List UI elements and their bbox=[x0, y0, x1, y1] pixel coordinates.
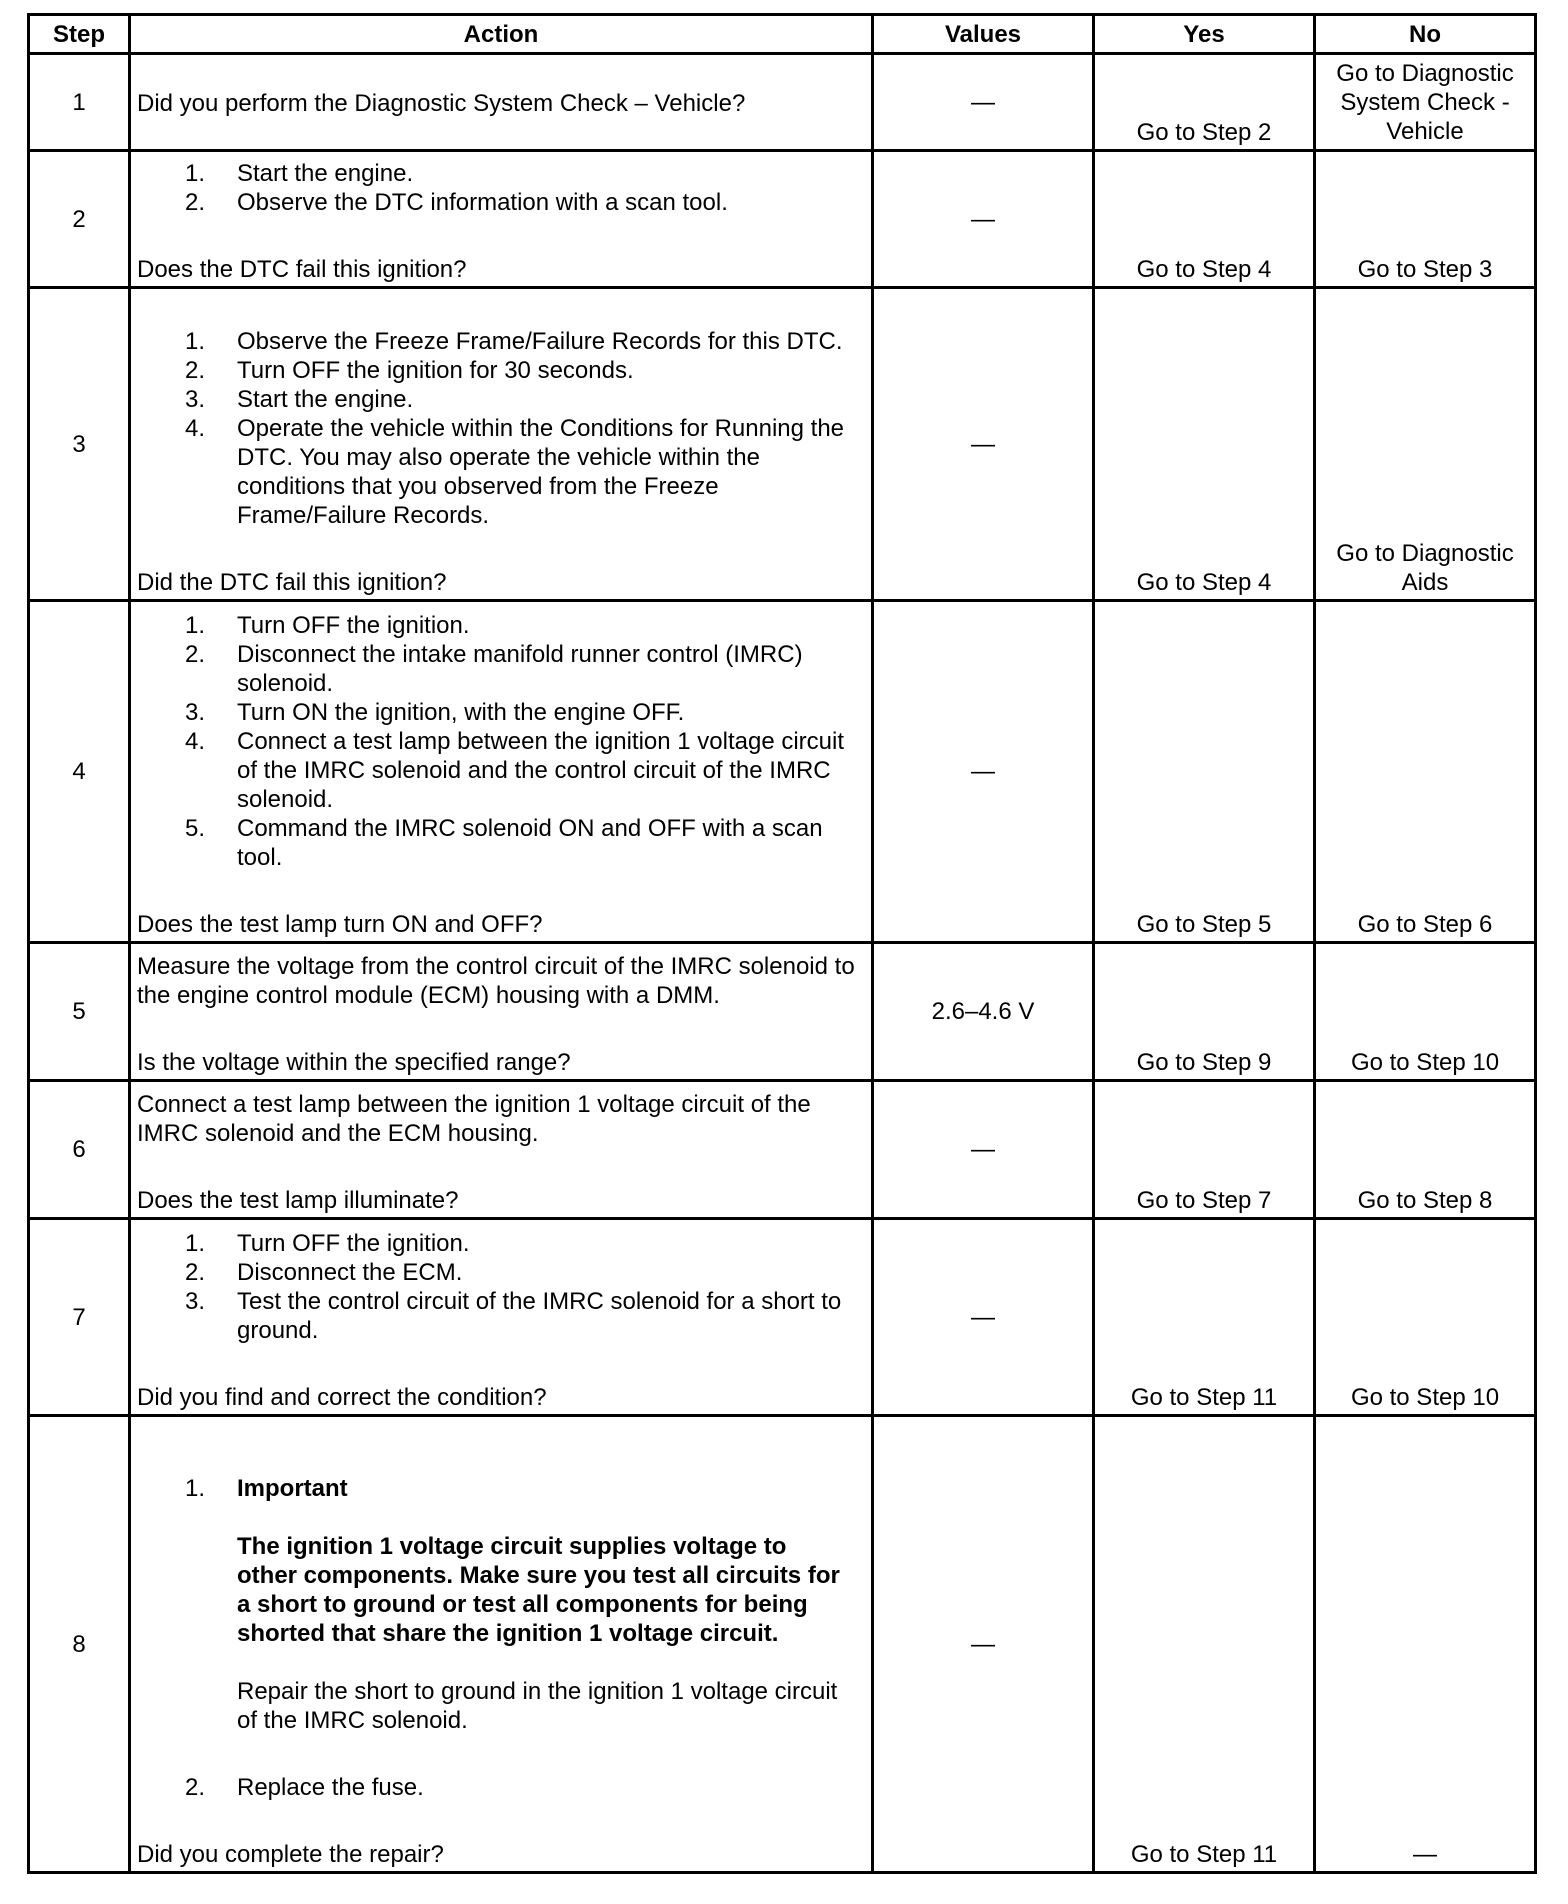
step-number: 1 bbox=[29, 54, 130, 151]
list-item: 3. Start the engine. bbox=[185, 386, 414, 413]
step-number: 4 bbox=[29, 601, 130, 943]
action-cell bbox=[130, 54, 873, 151]
question-text: Is the voltage within the specified range? bbox=[137, 1049, 571, 1076]
question-text: Did you complete the repair? bbox=[137, 1841, 444, 1868]
question-text: Did the DTC fail this ignition? bbox=[137, 569, 447, 596]
table-row bbox=[29, 151, 1536, 288]
table-row bbox=[29, 288, 1536, 601]
yes-cell: Go to Step 4 bbox=[1094, 151, 1315, 288]
action-text: Connect a test lamp between the ignition 1 voltage circuit of the IMRC solenoid and the ECM housing. bbox=[137, 1091, 811, 1147]
values-cell: — bbox=[873, 1081, 1094, 1219]
values-cell: — bbox=[873, 288, 1094, 601]
list-item: 3. Turn ON the ignition, with the engine OFF. bbox=[185, 699, 685, 726]
repair-text: Repair the short to ground in the ignition 1 voltage circuit of the IMRC solenoid. bbox=[237, 1678, 838, 1734]
yes-cell: Go to Step 11 bbox=[1094, 1416, 1315, 1873]
no-cell: Go to Diagnostic System Check - Vehicle bbox=[1315, 54, 1536, 151]
header-step: Step bbox=[29, 15, 130, 54]
header-values: Values bbox=[873, 15, 1094, 54]
values-cell: — bbox=[873, 1219, 1094, 1416]
action-cell bbox=[130, 601, 873, 943]
list-item: 1. Observe the Freeze Frame/Failure Records for this DTC. bbox=[185, 328, 843, 355]
values-cell: — bbox=[873, 1416, 1094, 1873]
no-cell: Go to Diagnostic Aids bbox=[1315, 288, 1536, 601]
yes-cell: Go to Step 2 bbox=[1094, 54, 1315, 151]
no-cell: Go to Step 3 bbox=[1315, 151, 1536, 288]
step-number: 2 bbox=[29, 151, 130, 288]
action-cell bbox=[130, 943, 873, 1081]
list-item: 2. Disconnect the intake manifold runner control (IMRC) solenoid. bbox=[185, 641, 803, 697]
table-row bbox=[29, 1416, 1536, 1873]
important-note: The ignition 1 voltage circuit supplies voltage to other components. Make sure you test all circuits for a short to ground or test all components for being shorted that share the ignition 1 voltage circuit. bbox=[237, 1533, 840, 1647]
header-no: No bbox=[1315, 15, 1536, 54]
step-number: 5 bbox=[29, 943, 130, 1081]
list-item: 1. Turn OFF the ignition. bbox=[185, 1230, 470, 1257]
step-number: 8 bbox=[29, 1416, 130, 1873]
no-cell: Go to Step 10 bbox=[1315, 1219, 1536, 1416]
yes-cell: Go to Step 11 bbox=[1094, 1219, 1315, 1416]
action-cell bbox=[130, 1081, 873, 1219]
step-number: 3 bbox=[29, 288, 130, 601]
list-item: 4. Connect a test lamp between the ignition 1 voltage circuit of the IMRC solenoid and the control circuit of the IMRC solenoid. bbox=[185, 728, 845, 813]
table-row bbox=[29, 1219, 1536, 1416]
list-item: 5. Command the IMRC solenoid ON and OFF with a scan tool. bbox=[185, 815, 823, 871]
values-cell: — bbox=[873, 601, 1094, 943]
list-item: 2. Replace the fuse. bbox=[185, 1774, 424, 1801]
question-text: Did you find and correct the condition? bbox=[137, 1384, 547, 1411]
question-text: Did you perform the Diagnostic System Check – Vehicle? bbox=[137, 89, 746, 117]
values-cell: — bbox=[873, 151, 1094, 288]
diagnostic-table bbox=[27, 13, 1537, 1874]
table-row bbox=[29, 1081, 1536, 1219]
table-row bbox=[29, 54, 1536, 151]
action-cell bbox=[130, 1219, 873, 1416]
yes-cell: Go to Step 7 bbox=[1094, 1081, 1315, 1219]
header-row bbox=[29, 15, 1536, 54]
question-text: Does the test lamp illuminate? bbox=[137, 1187, 459, 1214]
list-item: 1. Important The ignition 1 voltage circuit supplies voltage to other components. Make sure you test all circuits for a short to ground or test all components for being shorted that share the ignition 1 voltage circuit. Repair the short to ground in the ignition 1 voltage circuit of the IMRC solenoid. bbox=[137, 1474, 865, 1735]
no-cell: Go to Step 8 bbox=[1315, 1081, 1536, 1219]
yes-cell: Go to Step 5 bbox=[1094, 601, 1315, 943]
list-item: 4. Operate the vehicle within the Conditions for Running the DTC. You may also operate the vehicle within the conditions that you observed from the Freeze Frame/Failure Records. bbox=[185, 415, 845, 529]
no-cell: Go to Step 10 bbox=[1315, 943, 1536, 1081]
no-cell: — bbox=[1315, 1416, 1536, 1873]
no-cell: Go to Step 6 bbox=[1315, 601, 1536, 943]
values-cell: — bbox=[873, 54, 1094, 151]
question-text: Does the test lamp turn ON and OFF? bbox=[137, 911, 543, 938]
yes-cell: Go to Step 9 bbox=[1094, 943, 1315, 1081]
list-item: 1. Start the engine. bbox=[185, 160, 414, 187]
list-item: 3. Test the control circuit of the IMRC solenoid for a short to ground. bbox=[185, 1288, 842, 1344]
list-item: 1. Turn OFF the ignition. bbox=[185, 612, 470, 639]
step-number: 7 bbox=[29, 1219, 130, 1416]
values-cell: 2.6–4.6 V bbox=[873, 943, 1094, 1081]
list-item: 2. Turn OFF the ignition for 30 seconds. bbox=[185, 357, 634, 384]
table-row bbox=[29, 943, 1536, 1081]
action-cell bbox=[130, 151, 873, 288]
question-text: Does the DTC fail this ignition? bbox=[137, 256, 467, 283]
list-item: 2. Disconnect the ECM. bbox=[185, 1259, 463, 1286]
action-cell bbox=[130, 288, 873, 601]
action-text: Measure the voltage from the control circuit of the IMRC solenoid to the engine control module (ECM) housing with a DMM. bbox=[137, 953, 855, 1009]
header-yes: Yes bbox=[1094, 15, 1315, 54]
action-cell bbox=[130, 1416, 873, 1873]
yes-cell: Go to Step 4 bbox=[1094, 288, 1315, 601]
important-label: Important bbox=[237, 1475, 348, 1502]
header-action: Action bbox=[130, 15, 873, 54]
list-item: 2. Observe the DTC information with a scan tool. bbox=[185, 189, 728, 216]
table-row bbox=[29, 601, 1536, 943]
step-number: 6 bbox=[29, 1081, 130, 1219]
